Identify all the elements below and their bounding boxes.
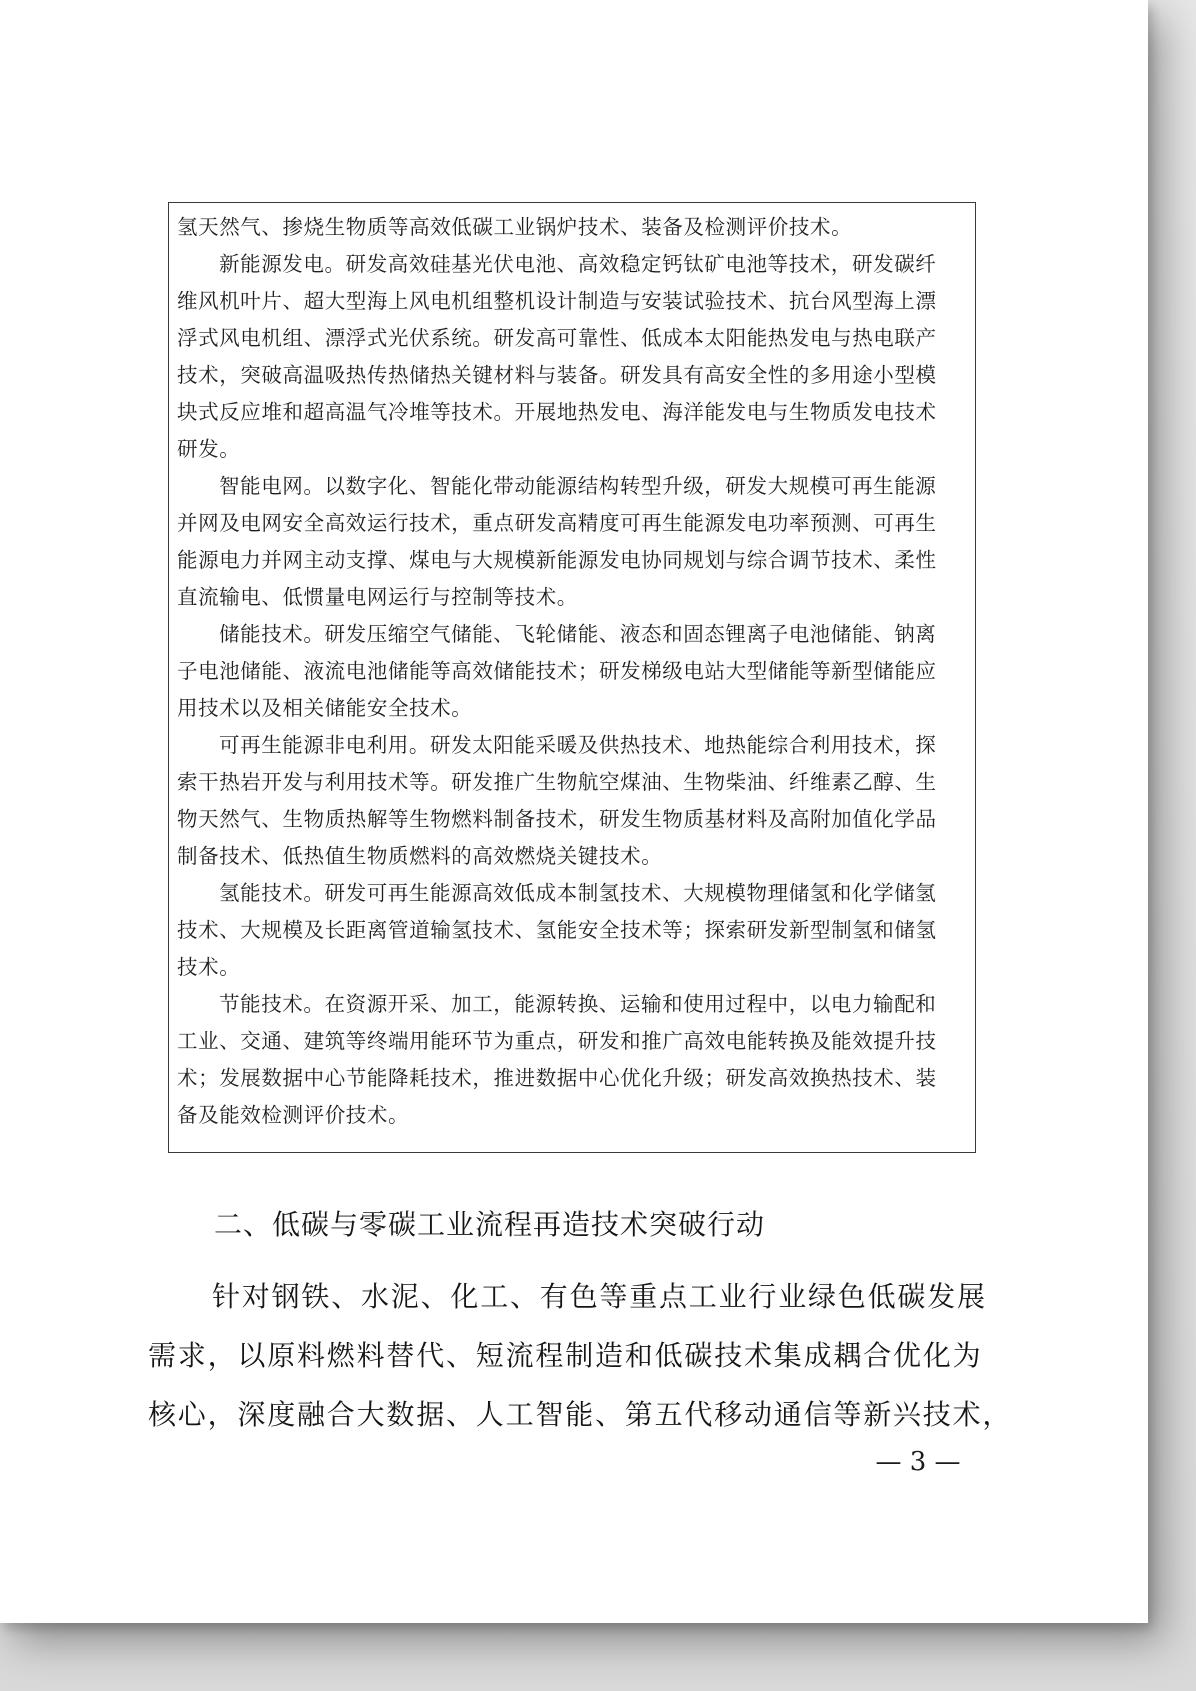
box-line: 新能源发电。研发高效硅基光伏电池、高效稳定钙钛矿电池等技术，研发碳纤 — [219, 252, 937, 276]
box-line: 直流输电、低惯量电网运行与控制等技术。 — [177, 585, 578, 609]
box-line: 备及能效检测评价技术。 — [177, 1103, 410, 1127]
box-line: 可再生能源非电利用。研发太阳能采暖及供热技术、地热能综合利用技术，探 — [219, 733, 937, 757]
box-line: 氢能技术。研发可再生能源高效低成本制氢技术、大规模物理储氢和化学储氢 — [219, 881, 937, 905]
box-line: 术；发展数据中心节能降耗技术，推进数据中心优化升级；研发高效换热技术、装 — [177, 1066, 937, 1090]
box-paragraph-energy-saving — [177, 986, 969, 1134]
section-body — [148, 1267, 1013, 1444]
box-line: 节能技术。在资源开采、加工，能源转换、运输和使用过程中，以电力输配和 — [219, 992, 937, 1016]
box-line: 储能技术。研发压缩空气储能、飞轮储能、液态和固态锂离子电池储能、钠离 — [219, 622, 937, 646]
box-paragraph-renewable-non-electric — [177, 727, 969, 875]
box-paragraph-hydrogen — [177, 875, 969, 986]
box-line: 技术、大规模及长距离管道输氢技术、氢能安全技术等；探索研发新型制氢和储氢 — [177, 918, 937, 942]
box-paragraph-energy-storage — [177, 616, 969, 727]
body-line: 针对钢铁、水泥、化工、有色等重点工业行业绿色低碳发展 — [212, 1280, 987, 1313]
section-heading: 二、低碳与零碳工业流程再造技术突破行动 — [214, 1208, 766, 1241]
box-line: 氢天然气、掺烧生物质等高效低碳工业锅炉技术、装备及检测评价技术。 — [177, 215, 853, 239]
box-line: 技术，突破高温吸热传热储热关键材料与装备。研发具有高安全性的多用途小型模 — [177, 363, 937, 387]
page-number: — 3 — — [875, 1447, 961, 1477]
box-line: 子电池储能、液流电池储能等高效储能技术；研发梯级电站大型储能等新型储能应 — [177, 659, 937, 683]
body-line: 需求，以原料燃料替代、短流程制造和低碳技术集成耦合优化为 — [148, 1339, 983, 1372]
box-line: 智能电网。以数字化、智能化带动能源结构转型升级，研发大规模可再生能源 — [219, 474, 937, 498]
box-line: 能源电力并网主动支撑、煤电与大规模新能源发电协同规划与综合调节技术、柔性 — [177, 548, 937, 572]
box-line: 维风机叶片、超大型海上风电机组整机设计制造与安装试验技术、抗台风型海上漂 — [177, 289, 937, 313]
box-line: 浮式风电机组、漂浮式光伏系统。研发高可靠性、低成本太阳能热发电与热电联产 — [177, 326, 937, 350]
box-paragraph-new-energy-power — [177, 246, 969, 468]
box-line: 索干热岩开发与利用技术等。研发推广生物航空煤油、生物柴油、纤维素乙醇、生 — [177, 770, 937, 794]
boxed-content — [168, 202, 976, 1153]
box-line: 物天然气、生物质热解等生物燃料制备技术，研发生物质基材料及高附加值化学品 — [177, 807, 937, 831]
body-line: 核心，深度融合大数据、人工智能、第五代移动通信等新兴技术， — [148, 1398, 1013, 1431]
box-line: 制备技术、低热值生物质燃料的高效燃烧关键技术。 — [177, 844, 663, 868]
box-line: 工业、交通、建筑等终端用能环节为重点，研发和推广高效电能转换及能效提升技 — [177, 1029, 937, 1053]
box-line: 用技术以及相关储能安全技术。 — [177, 696, 473, 720]
box-line: 并网及电网安全高效运行技术，重点研发高精度可再生能源发电功率预测、可再生 — [177, 511, 937, 535]
box-paragraph-smart-grid — [177, 468, 969, 616]
box-line: 块式反应堆和超高温气冷堆等技术。开展地热发电、海洋能发电与生物质发电技术 — [177, 400, 937, 424]
box-paragraph — [177, 209, 969, 246]
box-line: 研发。 — [177, 437, 241, 461]
box-line: 技术。 — [177, 955, 241, 979]
